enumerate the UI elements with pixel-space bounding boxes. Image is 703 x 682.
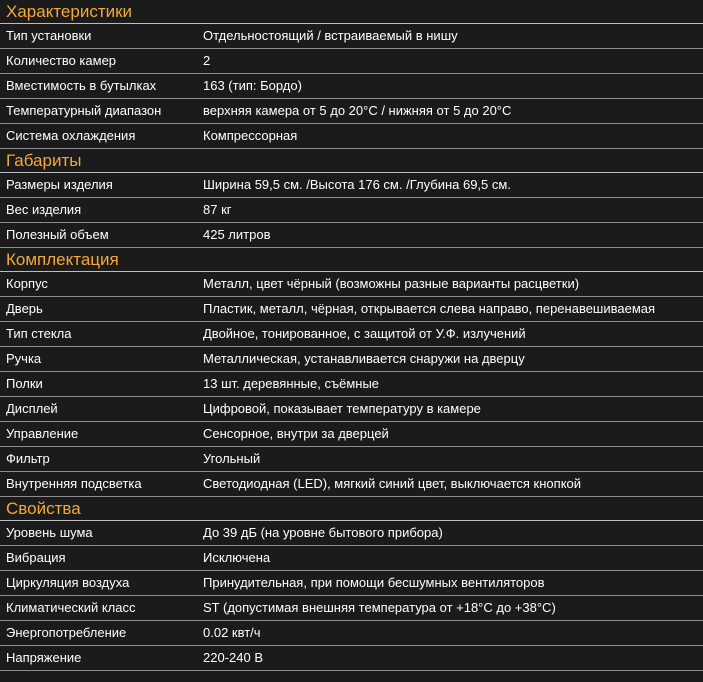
- section-title: Свойства: [0, 497, 703, 521]
- table-row: [0, 49, 703, 74]
- row-label: Тип установки: [6, 28, 92, 43]
- row-value: 87 кг: [203, 202, 232, 217]
- row-value: Цифровой, показывает температуру в камере: [203, 401, 481, 416]
- row-label: Дисплей: [6, 401, 58, 416]
- row-value: Металл, цвет чёрный (возможны разные варианты расцветки): [203, 276, 580, 291]
- table-row: [0, 173, 703, 198]
- row-value: 0.02 квт/ч: [203, 625, 261, 640]
- table-row: [0, 596, 703, 621]
- table-row: [0, 124, 703, 149]
- row-label: Вес изделия: [6, 202, 82, 217]
- row-value: Металлическая, устанавливается снаружи на дверцу: [203, 351, 525, 366]
- row-value: Принудительная, при помощи бесшумных вентиляторов: [203, 575, 545, 590]
- row-value: 13 шт. деревянные, съёмные: [203, 376, 380, 391]
- row-value: 163 (тип: Бордо): [203, 78, 302, 93]
- row-value: верхняя камера от 5 до 20°С / нижняя от 5 до 20°С: [203, 103, 512, 118]
- table-row: [0, 546, 703, 571]
- row-label: Напряжение: [6, 650, 82, 665]
- table-row: [0, 99, 703, 124]
- row-label: Фильтр: [6, 451, 50, 466]
- table-row: [0, 621, 703, 646]
- row-value: Двойное, тонированное, с защитой от У.Ф. излучений: [203, 326, 526, 341]
- section-characteristics: [0, 0, 703, 149]
- section-equipment: [0, 248, 703, 497]
- row-value: Компрессорная: [203, 128, 298, 143]
- row-label: Энергопотребление: [6, 625, 127, 640]
- row-label: Полки: [6, 376, 43, 391]
- row-label: Управление: [6, 426, 79, 441]
- table-row: [0, 74, 703, 99]
- table-row: [0, 646, 703, 671]
- table-row: [0, 297, 703, 322]
- row-value: ST (допустимая внешняя температура от +18°С до +38°С): [203, 600, 556, 615]
- table-row: [0, 272, 703, 297]
- row-value: До 39 дБ (на уровне бытового прибора): [203, 525, 443, 540]
- row-value: Исключена: [203, 550, 271, 565]
- row-value: 2: [203, 53, 211, 68]
- row-value: Светодиодная (LED), мягкий синий цвет, выключается кнопкой: [203, 476, 582, 491]
- table-row: [0, 198, 703, 223]
- row-value: Сенсорное, внутри за дверцей: [203, 426, 389, 441]
- row-label: Размеры изделия: [6, 177, 113, 192]
- section-title: Комплектация: [0, 248, 703, 272]
- table-row: [0, 422, 703, 447]
- table-row: [0, 521, 703, 546]
- row-label: Количество камер: [6, 53, 117, 68]
- row-label: Ручка: [6, 351, 42, 366]
- row-value: Пластик, металл, чёрная, открывается слева направо, перенавешиваемая: [203, 301, 656, 316]
- section-title: Характеристики: [0, 0, 703, 24]
- row-value: Ширина 59,5 см. /Высота 176 см. /Глубина 69,5 см.: [203, 177, 511, 192]
- row-label: Вместимость в бутылках: [6, 78, 157, 93]
- row-value: 220-240 В: [203, 650, 263, 665]
- row-label: Система охлаждения: [6, 128, 136, 143]
- row-label: Полезный объем: [6, 227, 109, 242]
- row-value: 425 литров: [203, 227, 271, 242]
- row-label: Уровень шума: [6, 525, 93, 540]
- row-label: Дверь: [6, 301, 43, 316]
- row-value: Отдельностоящий / встраиваемый в нишу: [203, 28, 458, 43]
- row-label: Климатический класс: [6, 600, 136, 615]
- table-row: [0, 223, 703, 248]
- table-row: [0, 472, 703, 497]
- table-row: [0, 372, 703, 397]
- row-label: Тип стекла: [6, 326, 72, 341]
- section-title: Габариты: [0, 149, 703, 173]
- table-row: [0, 347, 703, 372]
- section-dimensions: [0, 149, 703, 248]
- table-row: [0, 447, 703, 472]
- row-label: Корпус: [6, 276, 48, 291]
- row-label: Внутренняя подсветка: [6, 476, 142, 491]
- row-value: Угольный: [203, 451, 261, 466]
- row-label: Циркуляция воздуха: [6, 575, 130, 590]
- row-label: Вибрация: [6, 550, 66, 565]
- table-row: [0, 571, 703, 596]
- table-row: [0, 397, 703, 422]
- table-row: [0, 322, 703, 347]
- row-label: Температурный диапазон: [6, 103, 162, 118]
- section-properties: [0, 497, 703, 671]
- table-row: [0, 24, 703, 49]
